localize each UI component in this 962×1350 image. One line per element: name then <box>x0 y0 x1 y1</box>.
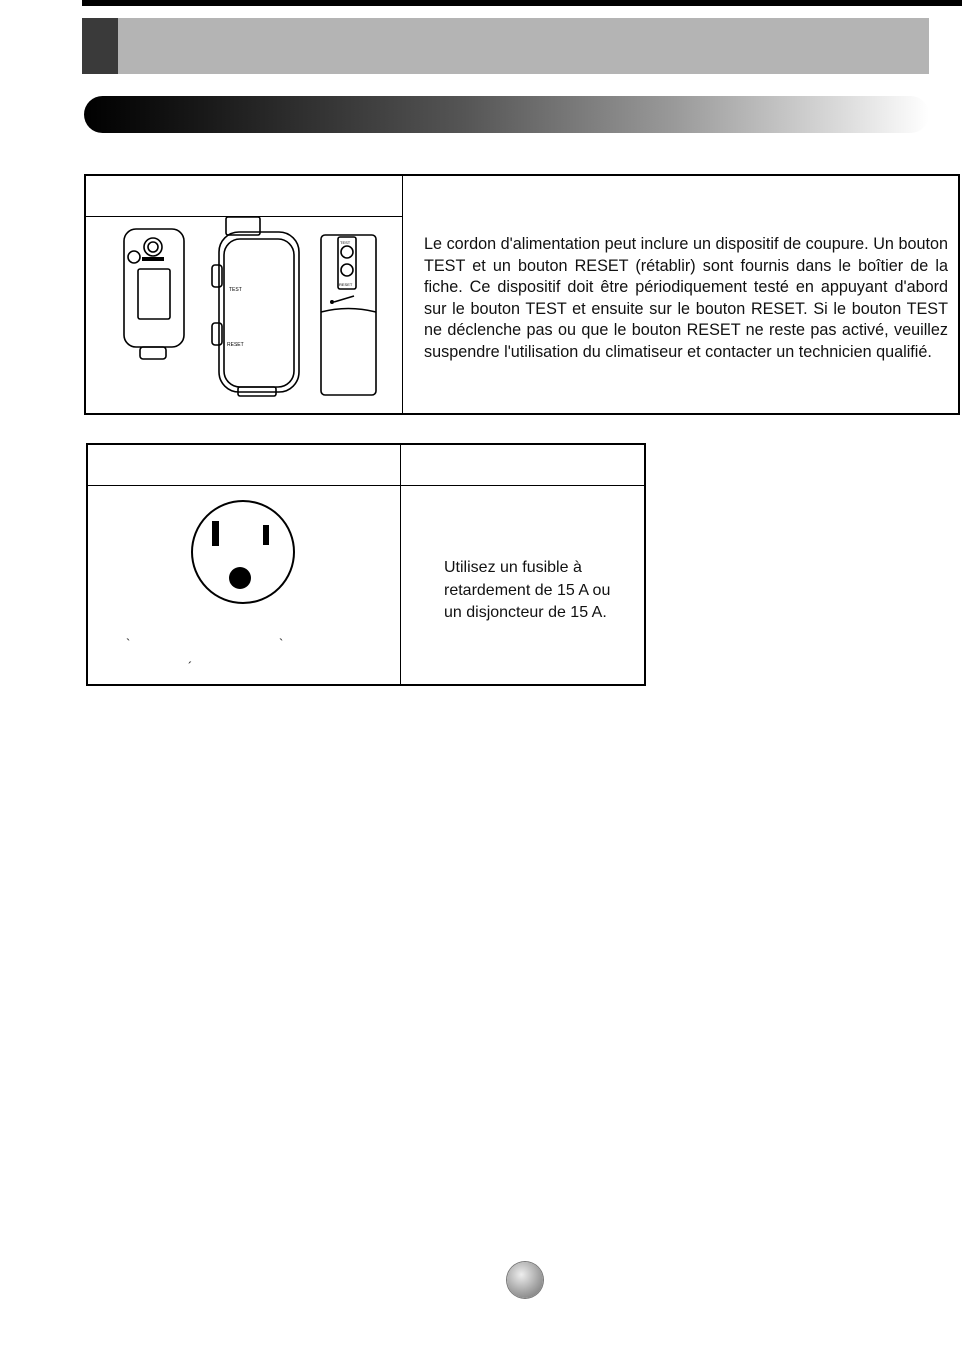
mark: ` <box>126 636 131 651</box>
outlet-marks <box>88 635 400 675</box>
mark: ´ <box>188 659 193 674</box>
outlet-table <box>86 443 646 686</box>
reset-label-large: RESET <box>227 342 244 348</box>
section-title-bar <box>84 96 929 133</box>
table-divider <box>88 485 644 486</box>
table-divider <box>402 176 403 413</box>
plug-small-icon <box>124 229 184 359</box>
grounded-outlet-icon <box>188 497 298 607</box>
header-bar <box>82 18 929 74</box>
plug-illustration <box>86 217 402 415</box>
plug-side-icon <box>321 235 376 395</box>
mark: ` <box>279 636 284 651</box>
top-rule <box>82 0 962 6</box>
gfci-table <box>84 174 960 415</box>
test-label-large: TEST <box>229 287 242 293</box>
gfci-description: Le cordon d'alimentation peut inclure un dispositif de coupure. Un bouton TEST et un bouton RESET (rétablir) sont fournis dans le boîtier de la fiche. Ce dispositif doit être périodiquement testé en appuyant d'abord sur le bouton TEST et ensuite sur le bouton RESET. Si le bouton TEST ne déclenche pas ou que le bouton RESET ne reste pas activé, veuillez suspendre l'utilisation du climatiseur et contacter un technicien qualifié. <box>424 235 948 361</box>
table-divider <box>400 445 401 684</box>
page-number-badge <box>507 1262 543 1298</box>
test-label-side: TEST <box>340 240 351 245</box>
header-tab <box>82 18 118 74</box>
reset-label-side: RESET <box>339 282 353 287</box>
plug-large-icon <box>212 217 299 396</box>
fuse-instructions: Utilisez un fusible à retardement de 15 A ou un disjoncteur de 15 A. <box>444 559 611 621</box>
